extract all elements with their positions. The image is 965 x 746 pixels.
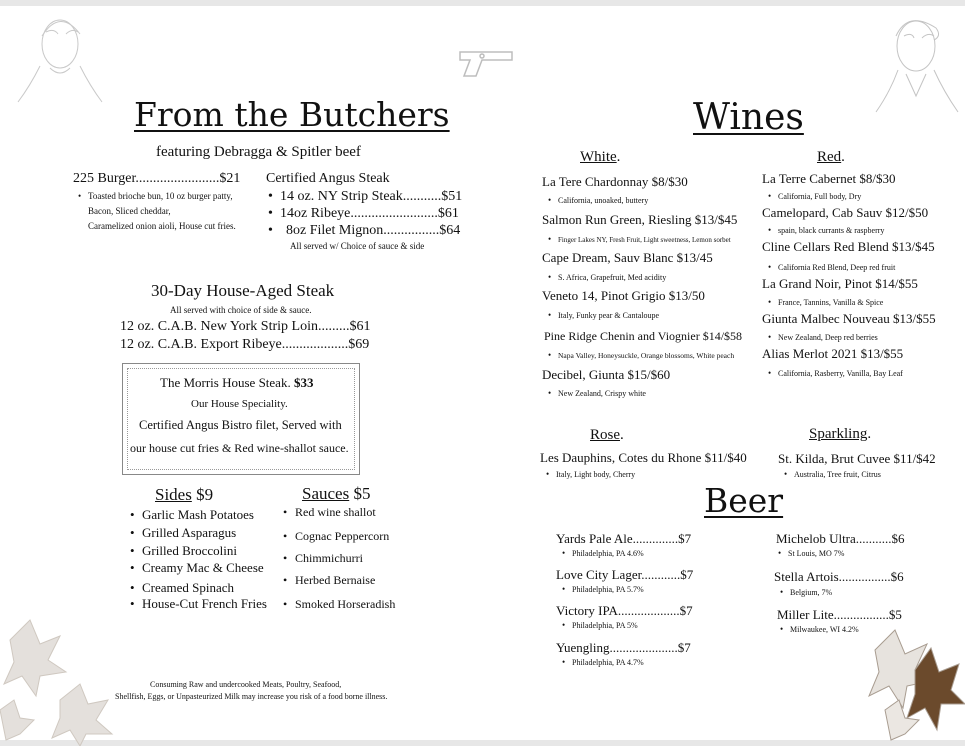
pistol-icon [456,44,516,78]
house-special-line1: Our House Speciality. [191,398,288,410]
beer-left-2-desc: • Philadelphia, PA 5.7% [562,584,644,594]
white-wine-4: Veneto 14, Pinot Grigio $13/50 [542,288,705,303]
beer-left-1: Yards Pale Ale..............$7 [556,531,692,546]
butchers-title: From the Butchers [134,95,450,134]
white-wine-1: La Tere Chardonnay $8/$30 [542,174,688,189]
angus-title: Certified Angus Steak [266,171,390,186]
beer-left-2: Love City Lager............$7 [556,567,694,582]
house-special-line3: our house cut fries & Red wine-shallot sauce. [130,441,349,455]
house-special-line2: Certified Angus Bistro filet, Served with [139,418,342,432]
red-wine-5-desc: • New Zealand, Deep red berries [768,332,878,342]
burger-desc-3: Caramelized onion aioli, House cut fries. [88,221,236,231]
beer-left-1-desc: • Philadelphia, PA 4.6% [562,548,644,558]
side-item: • Grilled Broccolini [130,543,237,559]
side-item: • Creamed Spinach [130,580,234,596]
aged-item-2: 12 oz. C.A.B. Export Ribeye...................$69 [120,337,370,352]
angus-item-3: • 8oz Filet Mignon................$64 [268,223,460,239]
sparkling-wine-1: St. Kilda, Brut Cuvee $11/$42 [778,451,936,466]
beer-right-1: Michelob Ultra...........$6 [776,531,905,546]
white-wine-1-desc: • California, unoaked, buttery [548,195,648,205]
red-wine-2: Camelopard, Cab Sauv $12/$50 [762,205,929,220]
red-wine-2-desc: • spain, black currants & raspberry [768,225,884,235]
side-item: • House-Cut French Fries [130,596,267,612]
house-special-name: The Morris House Steak. $33 [160,375,314,390]
beer-right-1-desc: • St Louis, MO 7% [778,548,844,558]
white-wine-5-desc: • Napa Valley, Honeysuckle, Orange blossoms, White peach [548,350,734,360]
aged-note: All served with choice of side & sauce. [170,305,312,315]
sparkling-wine-1-desc: • Australia, Tree fruit, Citrus [784,469,881,479]
beer-title: Beer [704,481,784,520]
beer-right-3-desc: • Milwaukee, WI 4.2% [780,624,859,634]
red-header: Red. [817,149,845,165]
sauce-item: • Red wine shallot [283,505,376,520]
white-wine-6: Decibel, Giunta $15/$60 [542,367,671,382]
beer-left-3-desc: • Philadelphia, PA 5% [562,620,638,630]
red-wine-5: Giunta Malbec Nouveau $13/$55 [762,311,936,326]
disclaimer-line2: Shellfish, Eggs, or Unpasteurized Milk may increase you risk of a food borne illness. [115,692,388,701]
red-wine-3: Cline Cellars Red Blend $13/$45 [762,239,935,254]
red-wine-1: La Terre Cabernet $8/$30 [762,171,896,186]
white-wine-2-desc: • Finger Lakes NY, Fresh Fruit, Light sweetness, Lemon sorbet [548,234,731,244]
side-item: • Creamy Mac & Cheese [130,560,264,576]
red-wine-4: La Grand Noir, Pinot $14/$55 [762,276,918,291]
white-header: White. [580,149,621,165]
rose-header: Rose. [590,427,624,443]
angus-item-2: • 14oz Ribeye.........................$61 [268,206,459,222]
beer-right-2: Stella Artois................$6 [774,569,904,584]
sauce-item: • Herbed Bernaise [283,573,375,588]
rose-wine-1: Les Dauphins, Cotes du Rhone $11/$40 [540,450,747,465]
burger-item: 225 Burger........................$21 [73,171,241,186]
aged-title: 30-Day House-Aged Steak [151,281,335,300]
side-item: • Garlic Mash Potatoes [130,507,254,523]
aged-item-1: 12 oz. C.A.B. New York Strip Loin.........$61 [120,319,371,334]
butchers-subtitle: featuring Debragga & Spitler beef [156,144,361,160]
sauce-item: • Chimmichurri [283,551,363,566]
red-wine-1-desc: • California, Full body, Dry [768,191,861,201]
sauce-item: • Cognac Peppercorn [283,529,389,544]
beer-right-3: Miller Lite.................$5 [777,607,902,622]
angus-note: All served w/ Choice of sauce & side [290,241,425,251]
white-wine-2: Salmon Run Green, Riesling $13/$45 [542,212,738,227]
red-wine-4-desc: • France, Tannins, Vanilla & Spice [768,297,883,307]
disclaimer-line1: Consuming Raw and undercooked Meats, Poultry, Seafood, [150,680,342,689]
wines-title: Wines [693,97,804,138]
portrait-left-icon [10,6,105,106]
red-wine-3-desc: • California Red Blend, Deep red fruit [768,262,895,272]
angus-item-1: • 14 oz. NY Strip Steak...........$51 [268,189,462,205]
red-wine-6-desc: • California, Rasberry, Vanilla, Bay Leaf [768,368,903,378]
white-wine-3-desc: • S. Africa, Grapefruit, Med acidity [548,272,666,282]
rose-wine-1-desc: • Italy, Light body, Cherry [546,469,635,479]
sparkling-header: Sparkling. [809,426,872,442]
beer-left-4-desc: • Philadelphia, PA 4.7% [562,657,644,667]
sides-header: Sides $9 [155,485,214,504]
white-wine-4-desc: • Italy, Funky pear & Cantaloupe [548,310,659,320]
white-wine-6-desc: • New Zealand, Crispy white [548,388,646,398]
beer-left-4: Yuengling.....................$7 [556,640,691,655]
portrait-right-icon [868,6,963,116]
sauces-header: Sauces $5 [302,484,371,503]
leaves-left-icon [0,600,150,746]
beer-right-2-desc: • Belgium, 7% [780,587,832,597]
white-wine-5: Pine Ridge Chenin and Viognier $14/$58 [544,329,743,343]
white-wine-3: Cape Dream, Sauv Blanc $13/45 [542,250,713,265]
top-border [0,0,965,6]
burger-desc-1: • Toasted brioche bun, 10 oz burger patty, [78,191,233,201]
sauce-item: • Smoked Horseradish [283,597,395,612]
beer-left-3: Victory IPA...................$7 [556,603,693,618]
burger-desc-2: Bacon, Sliced cheddar, [88,206,171,216]
side-item: • Grilled Asparagus [130,525,236,541]
red-wine-6: Alias Merlot 2021 $13/$55 [762,346,904,361]
